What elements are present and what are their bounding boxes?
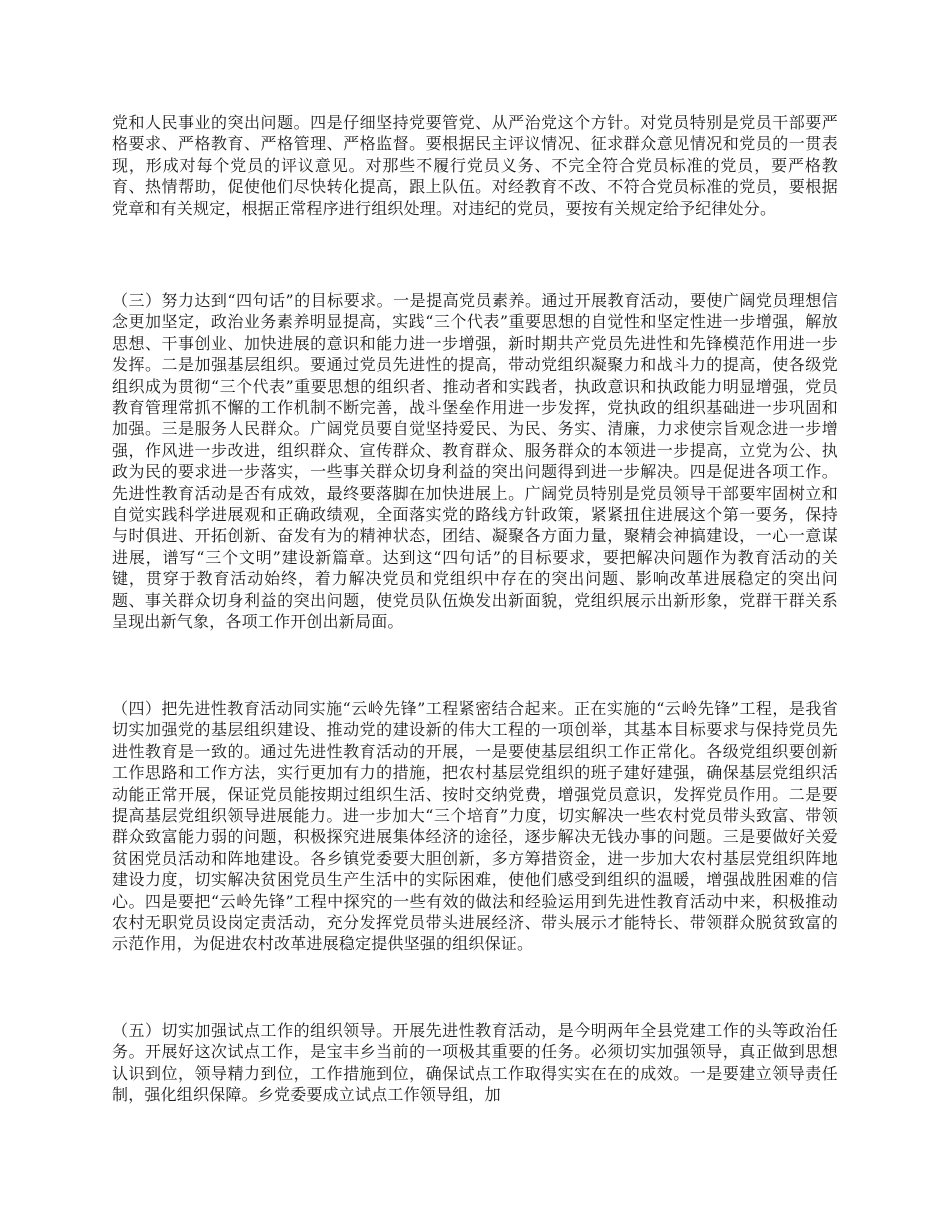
paragraph-4: （五）切实加强试点工作的组织领导。开展先进性教育活动，是今明两年全县党建工作的头等政治任务。开展好这次试点工作，是宝丰乡当前的一项极其重要的任务。必须切实加强领导，真正做到思想认识到位，领导精力到位，工作措施到位，确保试点工作取得实实在在的成效。一是要建立领导责任制，强化组织保障。乡党委要成立试点工作领导组，加 — [112, 1021, 838, 1105]
paragraph-2: （三）努力达到“四句话”的目标要求。一是提高党员素养。通过开展教育活动，要使广阔党员理想信念更加坚定，政治业务素养明显提高，实践“三个代表”重要思想的自觉性和坚定性进一步增强，解放思想、干事创业、加快进展的意识和能力进一步增强，新时期共产党员先进性和先锋模范作用进一步发挥。二是加强基层组织。要通过党员先进性的提高，带动党组织凝聚力和战斗力的提高，使各级党组织成为贯彻“三个代表”重要思想的组织者、推动者和实践者，执政意识和执政能力明显增强，党员教育管理常抓不懈的工作机制不断完善，战斗堡垒作用进一步发挥，党执政的组织基础进一步巩固和加强。三是服务人民群众。广阔党员要自觉坚持爱民、为民、务实、清廉，力求使宗旨观念进一步增强，作风进一步改进，组织群众、宣传群众、教育群众、服务群众的本领进一步提高，立党为公、执政为民的要求进一步落实，一些事关群众切身利益的突出问题得到进一步解决。四是促进各项工作。先进性教育活动是否有成效，最终要落脚在加快进展上。广阔党员特别是党员领导干部要牢固树立和自觉实践科学进展观和正确政绩观，全面落实党的路线方针政策，紧紧扭住进展这个第一要务，保持与时俱进、开拓创新、奋发有为的精神状态，团结、凝聚各方面力量，聚精会神搞建设，一心一意谋进展，谱写“三个文明”建设新篇章。达到这“四句话”的目标要求，要把解决问题作为教育活动的关键，贯穿于教育活动始终，着力解决党员和党组织中存在的突出问题、影响改革进展稳定的突出问题、事关群众切身利益的突出问题，使党员队伍焕发出新面貌，党组织展示出新形象，党群干群关系呈现出新气象，各项工作开创出新局面。 — [112, 291, 838, 632]
paragraph-1: 党和人民事业的突出问题。四是仔细坚持党要管党、从严治党这个方针。对党员特别是党员干部要严格要求、严格教育、严格管理、严格监督。要根据民主评议情况、征求群众意见情况和党员的一贯表现，形成对每个党员的评议意见。对那些不履行党员义务、不完全符合党员标准的党员，要严格教育、热情帮助，促使他们尽快转化提高，跟上队伍。对经教育不改、不符合党员标准的党员，要根据党章和有关规定，根据正常程序进行组织处理。对违纪的党员，要按有关规定给予纪律处分。 — [112, 113, 838, 218]
paragraph-3: （四）把先进性教育活动同实施“云岭先锋”工程紧密结合起来。正在实施的“云岭先锋”工程，是我省切实加强党的基层组织建设、推动党的建设新的伟大工程的一项创举，其基本目标要求与保持党员先进性教育是一致的。通过先进性教育活动的开展，一是要使基层组织工作正常化。各级党组织要创新工作思路和工作方法，实行更加有力的措施，把农村基层党组织的班子建好建强，确保基层党组织活动能正常开展，保证党员能按期过组织生活、按时交纳党费，增强党员意识，发挥党员作用。二是要提高基层党组织领导进展能力。进一步加大“三个培育”力度，切实解决一些农村党员带头致富、带领群众致富能力弱的问题，积极探究进展集体经济的途径，逐步解决无钱办事的问题。三是要做好关爱贫困党员活动和阵地建设。各乡镇党委要大胆创新，多方筹措资金，进一步加大农村基层党组织阵地建设力度，切实解决贫困党员生产生活中的实际困难，使他们感受到组织的温暖，增强战胜困难的信心。四是要把“云岭先锋”工程中探究的一些有效的做法和经验运用到先进性教育活动中来，积极推动农村无职党员设岗定责活动，充分发挥党员带头进展经济、带头展示才能特长、带领群众脱贫致富的示范作用，为促进农村改革进展稳定提供坚强的组织保证。 — [112, 699, 838, 954]
